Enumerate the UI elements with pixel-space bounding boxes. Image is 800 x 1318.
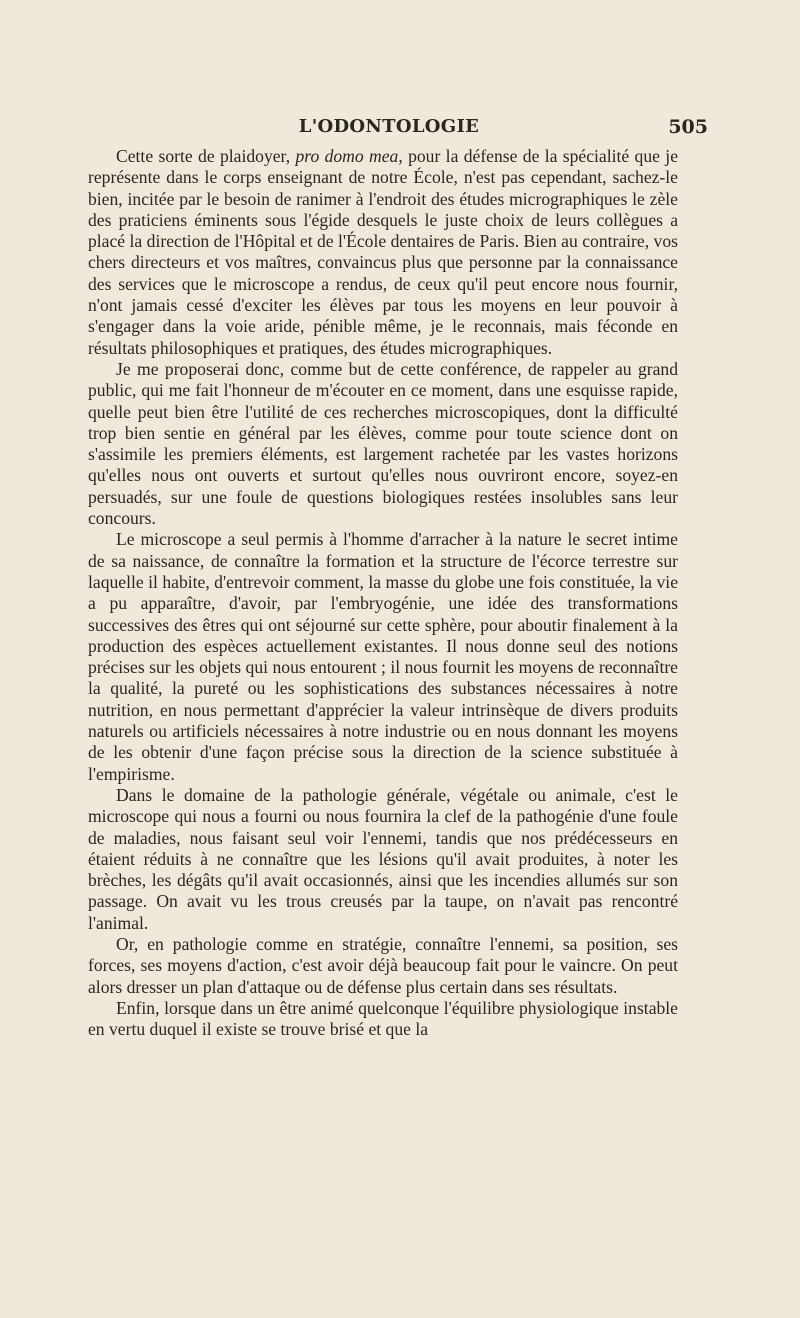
- paragraph-5: Or, en pathologie comme en stratégie, connaître l'ennemi, sa position, ses forces, ses moyens d'action, c'est avoir déjà beaucoup fait pour le vaincre. On peut alors dresser un plan d'attaque ou de défense plus certain dans ses résultats.: [88, 933, 678, 997]
- paragraph-4: Dans le domaine de la pathologie générale, végétale ou animale, c'est le microscope qui nous a fourni ou nous fournira la clef de la pathogénie d'une foule de maladies, nous faisant seul voir l'ennemi, tandis que nos prédécesseurs en étaient réduits à ne connaître que les lésions qu'il avait produites, à noter les brèches, les dégâts qu'il avait occasionnés, ainsi que les incendies allumés sur son passage. On avait vu les trous creusés par la taupe, on n'avait pas rencontré l'animal.: [88, 784, 678, 933]
- page-header: [88, 116, 708, 140]
- running-title: L'ODONTOLOGIE: [298, 116, 480, 137]
- latin-phrase: pro domo mea: [295, 146, 399, 166]
- body-text: [88, 146, 678, 1040]
- paragraph-6: Enfin, lorsque dans un être animé quelconque l'équilibre physiologique instable en vertu duquel il existe se trouve brisé et que la: [88, 997, 678, 1040]
- paragraph-2: Je me proposerai donc, comme but de cette conférence, de rappeler au grand public, qui me fait l'honneur de m'écouter en ce moment, dans une esquisse rapide, quelle peut bien être l'utilité de ces recherches microscopiques, dont la difficulté trop bien sentie en général par les élèves, comme pour toute science dont on s'assimile les premiers éléments, est largement rachetée par les vastes horizons qu'elles nous ont ouverts et surtout qu'elles nous ouvriront encore, soyez-en persuadés, sur une foule de questions biologiques restées insolubles sans leur concours.: [88, 358, 678, 529]
- page-number: 505: [668, 116, 708, 138]
- paragraph-3: Le microscope a seul permis à l'homme d'arracher à la nature le secret intime de sa naissance, de connaître la formation et la structure de l'écorce terrestre sur laquelle il habite, d'entrevoir comment, la masse du globe une fois constituée, la vie a pu apparaître, d'avoir, par l'embryogénie, une idée des transformations successives des êtres qui ont séjourné sur cette sphère, pour aboutir finalement à la production des espèces actuellement existantes. Il nous donne seul des notions précises sur les objets qui nous entourent ; il nous fournit les moyens de reconnaître la qualité, la pureté ou les sophistications des substances nécessaires à notre nutrition, en nous permettant d'apprécier la valeur intrinsèque de divers produits naturels ou artificiels nécessaires à notre industrie ou en nous donnant les moyens de les obtenir d'une façon précise sous la direction de la science substituée à l'empirisme.: [88, 529, 678, 784]
- paragraph-1: Cette sorte de plaidoyer, pro domo mea, pour la défense de la spécialité que je représente dans le corps enseignant de notre École, n'est pas cependant, sachez-le bien, incitée par le besoin de ranimer à l'endroit des études micrographiques le zèle des praticiens éminents sous l'égide desquels le juste choix de leurs collègues a placé la direction de l'Hôpital et de l'École dentaires de Paris. Bien au contraire, vos chers directeurs et vos maîtres, convaincus plus que personne par la connaissance des services que le microscope a rendus, de ceux qu'il peut encore nous fournir, n'ont jamais cessé d'exciter les élèves par tous les moyens en leur pouvoir à s'engager dans la voie aride, pénible même, je le reconnais, mais féconde en résultats philosophiques et pratiques, des études micrographiques.: [88, 146, 678, 358]
